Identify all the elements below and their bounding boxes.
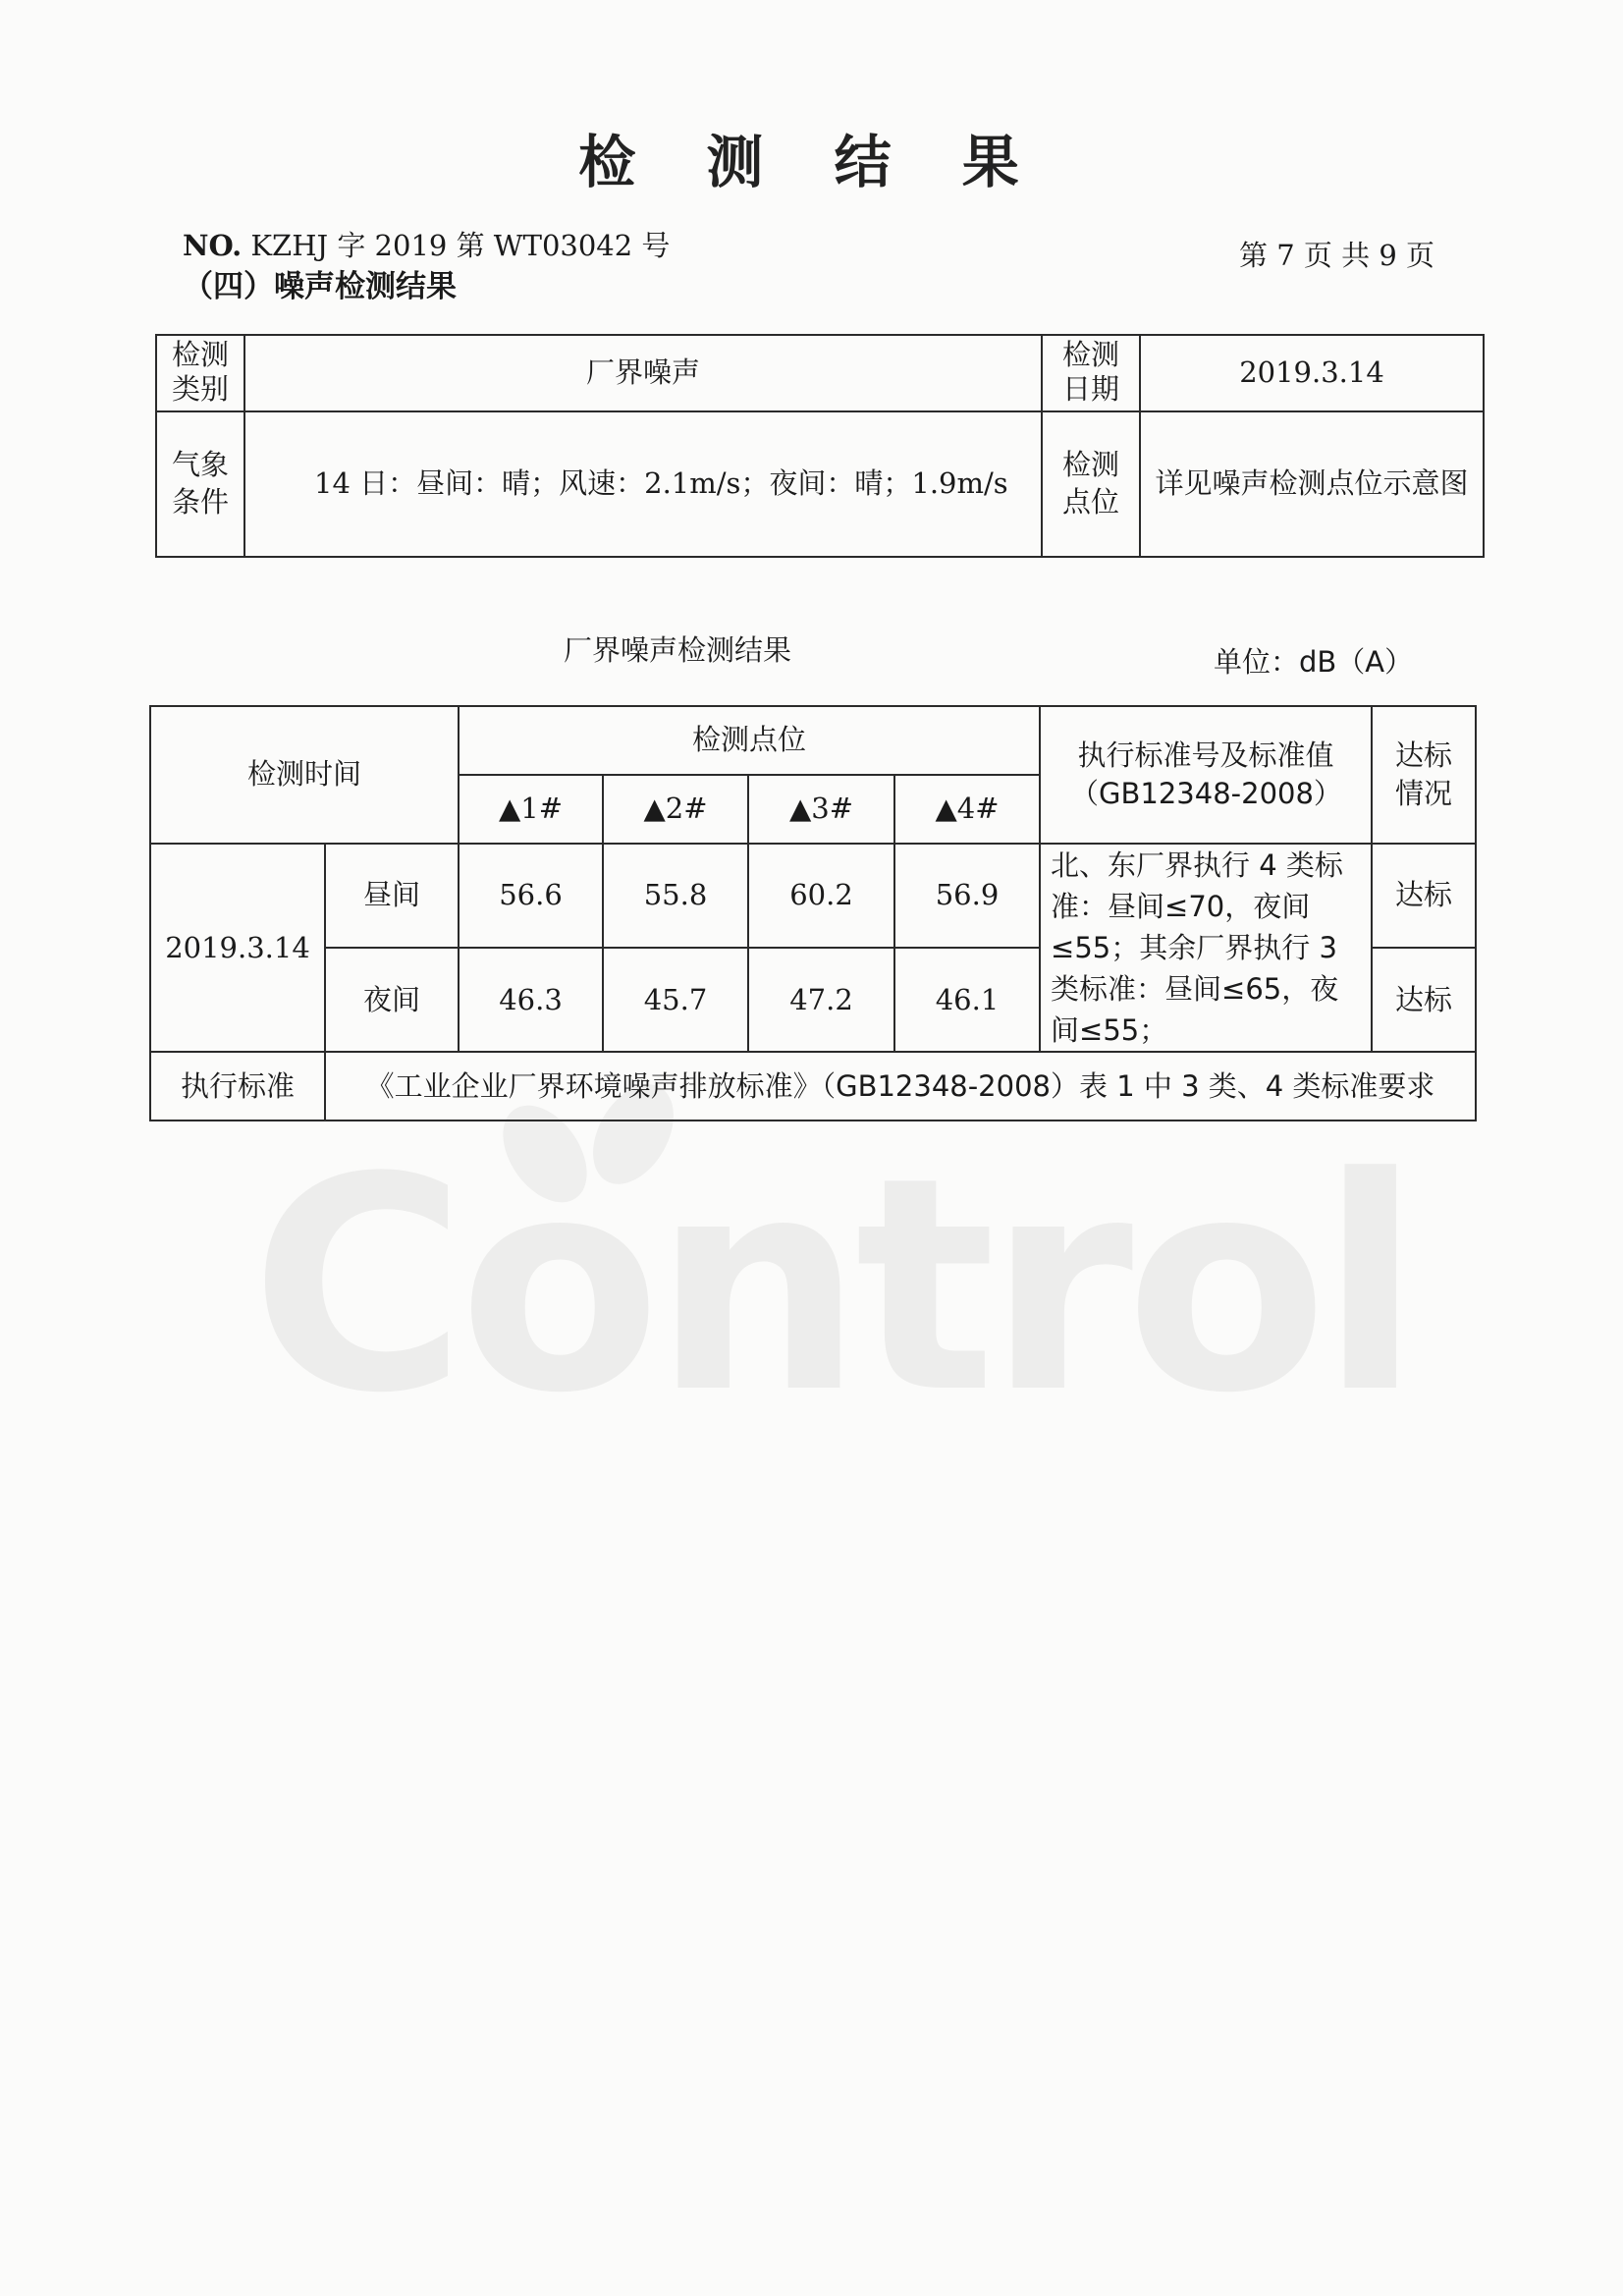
document-number: [183, 224, 670, 264]
info-table: [155, 334, 1485, 558]
header-time: 检测时间: [150, 706, 459, 844]
watermark-logo-text: Control: [250, 1115, 1414, 1457]
status-day: 达标: [1372, 844, 1476, 948]
doc-no-value: KZHJ 字 2019 第 WT03042 号: [250, 229, 671, 262]
section-heading: （四）噪声检测结果: [183, 269, 457, 304]
value-night-4: 46.1: [894, 948, 1040, 1052]
weather-value: 14 日：昼间：晴；风速：2.1m/s；夜间：晴；1.9m/s: [244, 411, 1042, 557]
status-night: 达标: [1372, 948, 1476, 1052]
table-row: [150, 844, 1476, 948]
exec-label: 执行标准: [150, 1052, 325, 1121]
weather-label: 气象条件: [156, 411, 244, 557]
value-day-3: 60.2: [748, 844, 894, 948]
header-standard: 执行标准号及标准值（GB12348-2008）: [1040, 706, 1372, 844]
point-header-3: ▲3#: [748, 775, 894, 844]
value-day-4: 56.9: [894, 844, 1040, 948]
page-title: 检 测 结 果: [578, 129, 1045, 195]
type-value: 厂界噪声: [244, 335, 1042, 411]
point-header-4: ▲4#: [894, 775, 1040, 844]
header-points: 检测点位: [459, 706, 1040, 775]
value-day-2: 55.8: [603, 844, 748, 948]
date-cell: 2019.3.14: [150, 844, 325, 1052]
doc-no-prefix: NO.: [183, 229, 243, 262]
date-label: 检测日期: [1042, 335, 1140, 411]
page-number: 第 7 页 共 9 页: [1239, 239, 1434, 272]
value-night-3: 47.2: [748, 948, 894, 1052]
unit-label: 单位：dB（A）: [1214, 645, 1414, 679]
point-label: 检测点位: [1042, 411, 1140, 557]
point-header-2: ▲2#: [603, 775, 748, 844]
standard-values: 北、东厂界执行 4 类标准：昼间≤70，夜间≤55；其余厂界执行 3 类标准：昼间≤65，夜间≤55；: [1040, 844, 1372, 1052]
period-day: 昼间: [325, 844, 459, 948]
point-value: 详见噪声检测点位示意图: [1140, 411, 1484, 557]
value-night-1: 46.3: [459, 948, 603, 1052]
header-status: 达标情况: [1372, 706, 1476, 844]
date-value: 2019.3.14: [1140, 335, 1484, 411]
results-table: [149, 705, 1477, 1121]
value-day-1: 56.6: [459, 844, 603, 948]
value-night-2: 45.7: [603, 948, 748, 1052]
type-label: 检测类别: [156, 335, 244, 411]
point-header-1: ▲1#: [459, 775, 603, 844]
exec-value: 《工业企业厂界环境噪声排放标准》（GB12348-2008）表 1 中 3 类、4 类标准要求: [325, 1052, 1476, 1121]
period-night: 夜间: [325, 948, 459, 1052]
results-subtitle: 厂界噪声检测结果: [564, 633, 792, 667]
